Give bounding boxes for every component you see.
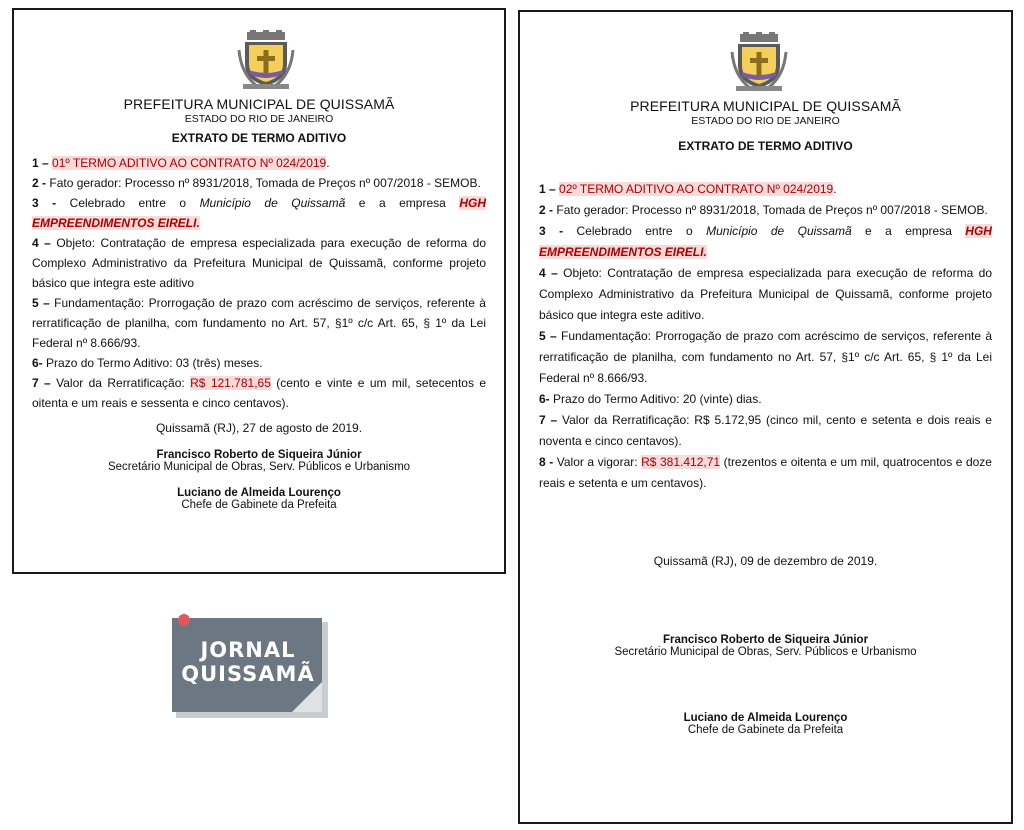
signature-role-2: Chefe de Gabinete da Prefeita <box>687 724 844 736</box>
item-5: 5 – Fundamentação: Prorrogação de prazo com acréscimo de serviços, referente à rerratificação de planilha, com fundamento no Art. 57, §1º c/c Art. 65, § 1º da Lei Federal nº 8.666/93. <box>32 296 486 350</box>
document-date: Quissamã (RJ), 27 de agosto de 2019. <box>155 421 363 435</box>
item-8: 8 - Valor a vigorar: R$ 381.412,71 (trezentos e oitenta e um mil, quatrocentos e doze reais e setenta e um centavos). <box>539 455 992 490</box>
extrato-title: EXTRATO DE TERMO ADITIVO <box>678 139 853 153</box>
valor-rerratificacao: R$ 121.781,65 <box>190 376 271 390</box>
prefeitura-title: PREFEITURA MUNICIPAL DE QUISSAMÃ <box>630 98 901 114</box>
signature-name-2: Luciano de Almeida Lourenço <box>177 487 341 499</box>
jornal-quissama-logo <box>170 612 330 720</box>
item-2: 2 - Fato gerador: Processo nº 8931/2018, Tomada de Preços nº 007/2018 - SEMOB. <box>539 203 988 217</box>
item-2: 2 - Fato gerador: Processo nº 8931/2018, Tomada de Preços nº 007/2018 - SEMOB. <box>32 176 481 190</box>
signature-role-1: Secretário Municipal de Obras, Serv. Públicos e Urbanismo <box>614 646 917 658</box>
estado-subtitle: ESTADO DO RIO DE JANEIRO <box>691 115 840 127</box>
logo-line-1: JORNAL <box>200 638 296 662</box>
item-1: 1 – 02º TERMO ADITIVO AO CONTRATO Nº 024/2019. <box>539 182 837 196</box>
valor-a-vigorar: R$ 381.412,71 <box>641 455 721 469</box>
coat-of-arms-icon <box>730 32 788 92</box>
logo-line-2: QUISSAMÃ <box>181 662 315 686</box>
signature-name-1: Francisco Roberto de Siqueira Júnior <box>156 449 362 461</box>
extrato-title: EXTRATO DE TERMO ADITIVO <box>171 131 347 145</box>
extrato-document-1 <box>12 8 506 574</box>
prefeitura-title: PREFEITURA MUNICIPAL DE QUISSAMÃ <box>123 96 395 112</box>
estado-subtitle: ESTADO DO RIO DE JANEIRO <box>184 113 334 125</box>
signature-name-1: Francisco Roberto de Siqueira Júnior <box>662 634 869 646</box>
item-4: 4 – Objeto: Contratação de empresa especializada para execução de reforma do Complexo Administrativo da Prefeitura Municipal de Quissamã, conforme projeto básico que integra este aditivo <box>32 236 486 290</box>
signature-role-1: Secretário Municipal de Obras, Serv. Públicos e Urbanismo <box>107 461 411 473</box>
signature-name-2: Luciano de Almeida Lourenço <box>683 712 848 724</box>
item-1: 1 – 01º TERMO ADITIVO AO CONTRATO Nº 024/2019. <box>32 156 330 170</box>
coat-of-arms-icon <box>237 30 295 90</box>
document-date: Quissamã (RJ), 09 de dezembro de 2019. <box>653 554 878 568</box>
item-4: 4 – Objeto: Contratação de empresa especializada para execução de reforma do Complexo Administrativo da Prefeitura Municipal de Quissamã, conforme projeto básico que integra este aditivo. <box>539 266 992 322</box>
item-6: 6- Prazo do Termo Aditivo: 03 (três) meses. <box>32 356 263 370</box>
extrato-document-2 <box>518 10 1013 824</box>
item-6: 6- Prazo do Termo Aditivo: 20 (vinte) dias. <box>539 392 762 406</box>
signature-role-2: Chefe de Gabinete da Prefeita <box>181 499 337 511</box>
item-3: 3 - Celebrado entre o Município de Quissamã e a empresa HGH EMPREENDIMENTOS EIRELI. <box>32 196 486 230</box>
item-7: 7 – Valor da Rerratificação: R$ 121.781,65 (cento e vinte e um mil, setecentos e oitenta e um reais e sessenta e cinco centavos). <box>32 376 487 410</box>
item-3: 3 - Celebrado entre o Município de Quissamã e a empresa HGH EMPREENDIMENTOS EIRELI. <box>539 224 992 259</box>
item-5: 5 – Fundamentação: Prorrogação de prazo com acréscimo de serviços, referente à rerratificação de planilha, com fundamento no Art. 57, §1º c/c Art. 65, § 1º da Lei Federal nº 8.666/93. <box>539 329 992 385</box>
item-7: 7 – Valor da Rerratificação: R$ 5.172,95 (cinco mil, cento e setenta e dois reais e noventa e cinco centavos). <box>539 413 992 448</box>
